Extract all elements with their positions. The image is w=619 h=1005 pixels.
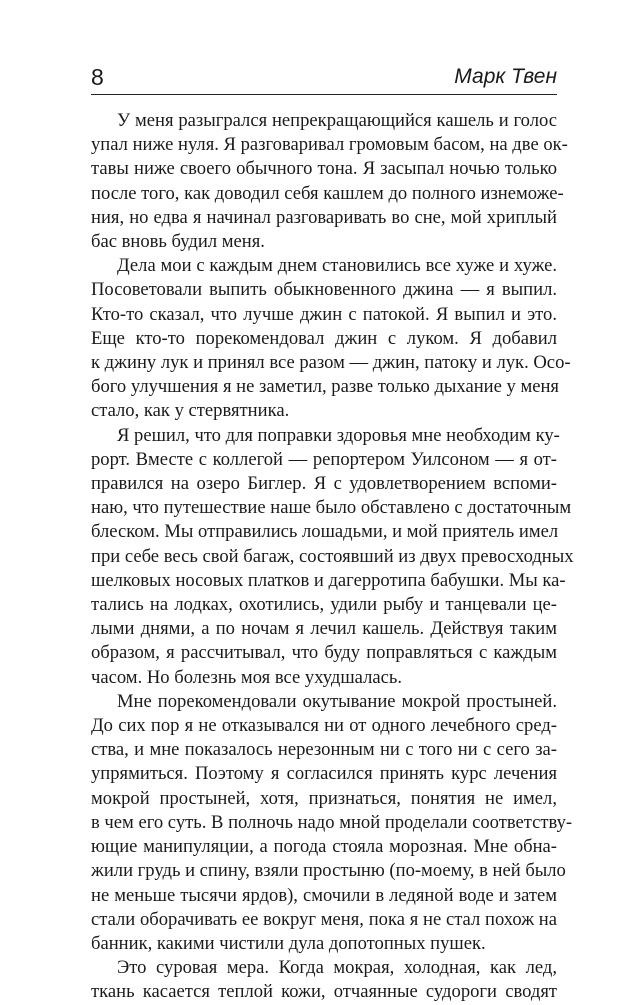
paragraph [91, 424, 574, 690]
text-line: упрямиться. Поэтому я согласился принять курс лечения [91, 763, 557, 785]
text-line: правился на озеро Биглер. Я с удовлетворением вспоми- [91, 473, 557, 495]
text-line: Это суровая мера. Когда мокрая, холодная, как лед, [117, 957, 557, 979]
text-line: Я решил, что для поправки здоровья мне необходим ку- [117, 424, 560, 446]
running-head: Марк Твен [454, 65, 557, 88]
text-line: часом. Но болезнь моя все ухудшалась. [91, 666, 403, 688]
text-line: До сих пор я не отказывался ни от одного лечебного сред- [91, 715, 557, 737]
text-line: стало, как у стервятника. [91, 400, 290, 422]
text-line: ния, но едва я начинал разговаривать во сне, мой хриплый [91, 206, 557, 228]
text-line: образом, я рассчитывал, что буду поправляться с каждым [91, 642, 557, 664]
text-line: У меня разыгрался непрекращающийся кашель и голос [117, 110, 557, 131]
text-line: ткань касается теплой кожи, отчаянные судороги сводят [91, 981, 557, 1003]
text-line: ства, и мне показалось нерезонным ни с того ни с сего за- [91, 739, 557, 761]
text-line: бас вновь будил меня. [91, 231, 265, 253]
text-line: Посоветовали выпить обыкновенного джина — я выпил. [91, 279, 557, 301]
text-line: Кто-то сказал, что лучше джин с патокой. Я выпил и это. [91, 303, 557, 325]
text-line: не меньше тысячи ярдов), смочили в ледяной воде и затем [91, 884, 557, 906]
text-line: при себе весь свой багаж, состоявший из двух превосходных [91, 545, 574, 567]
text-line: после того, как доводил себя кашлем до полного изнеможе- [91, 182, 564, 204]
text-line: ющие манипуляции, а погода стояла морозная. Мне обна- [91, 836, 557, 858]
text-line: упал ниже нуля. Я разговаривал громовым басом, на две ок- [91, 134, 568, 156]
text-line: бого улучшения я не заметил, разве только дыхание у меня [91, 376, 559, 398]
text-line: блеском. Мы отправились лошадьми, и мой приятель имел [91, 521, 559, 543]
text-line: шелковых носовых платков и дагерротипа бабушки. Мы ка- [91, 569, 566, 591]
body-text [91, 109, 574, 1005]
text-line: лыми днями, а по ночам я лечил кашель. Действуя таким [91, 618, 557, 640]
text-line: наю, что путешествие наше было обставлено с достаточным [91, 497, 572, 519]
paragraph [91, 690, 573, 956]
page-header [91, 62, 557, 95]
paragraph [91, 254, 571, 423]
text-line: к джину лук и принял все разом — джин, патоку и лук. Осо- [91, 352, 571, 374]
text-line: рорт. Вместе с коллегой — репортером Уилсоном — я от- [91, 448, 557, 470]
page-number: 8 [91, 64, 104, 90]
text-line: Еще кто-то порекомендовал джин с луком. Я добавил [91, 327, 557, 349]
text-line: в чем его суть. В полночь надо мной проделали соответству- [91, 811, 573, 833]
text-line: банник, какими чистили дула допотопных пушек. [91, 932, 486, 954]
text-line: жили грудь и спину, взяли простыню (по-моему, в ней было [91, 860, 566, 882]
paragraph [91, 956, 557, 1004]
paragraph [91, 109, 568, 254]
text-line: стали оборачивать ее вокруг меня, пока я не стал похож на [91, 908, 557, 930]
text-line: тались на лодках, охотились, удили рыбу и танцевали це- [91, 594, 557, 616]
text-line: мокрой простыней, хотя, признаться, понятия не имел, [91, 787, 557, 809]
text-line: Мне порекомендовали окутывание мокрой простыней. [117, 690, 557, 712]
text-line: тавы ниже своего обычного тона. Я засыпал ночью только [91, 158, 557, 180]
text-line: Дела мои с каждым днем становились все хуже и хуже. [117, 255, 557, 277]
